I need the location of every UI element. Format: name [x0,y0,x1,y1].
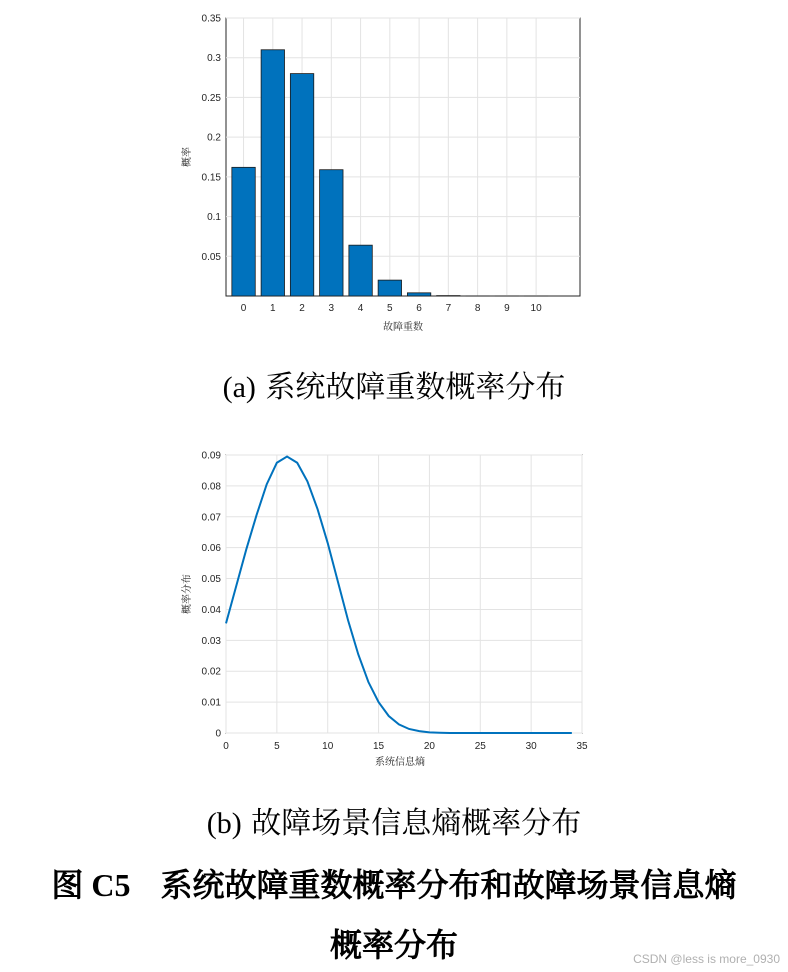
figure-title-line1 [0,860,788,906]
caption-b-text: 故障场景信息熵概率分布 [251,806,582,841]
y-tick-label: 0.25 [201,92,221,104]
y-tick-label: 0.02 [201,666,221,678]
x-tick-label: 10 [530,303,542,314]
bar [349,245,372,296]
watermark: CSDN @less is more_0930 [633,952,780,966]
x-tick-labels-b [223,741,588,752]
x-tick-label: 5 [274,741,280,752]
x-tick-label: 9 [504,303,510,314]
x-tick-label: 6 [416,303,422,314]
line-chart-entropy-distribution [180,451,588,769]
y-tick-label: 0 [215,728,221,740]
y-tick-label: 0.07 [201,512,221,524]
plot-area-b [226,455,582,733]
x-axis-label-a: 故障重数 [383,322,423,333]
caption-b [0,798,788,842]
bar [290,74,313,296]
x-tick-label: 4 [357,303,364,314]
bar [378,280,401,296]
figure-title-text: 系统故障重数概率分布和故障场景信息熵 [160,866,737,904]
y-axis-label-a: 概率 [182,147,193,167]
y-tick-label: 0.09 [201,450,221,462]
figure-title-line2: 概率分布 [329,926,458,964]
bar [232,167,255,296]
x-tick-label: 8 [474,303,481,314]
caption-a-letter: (a) [222,371,256,404]
x-tick-labels-a [241,303,542,314]
x-tick-label: 30 [525,741,537,752]
bar [320,170,343,296]
bar [261,50,284,296]
y-tick-label: 0.05 [201,251,221,263]
y-tick-label: 0.1 [207,212,221,224]
y-axis-label-b: 概率分布 [182,574,193,614]
x-tick-label: 2 [299,303,305,314]
y-tick-label: 0.04 [201,604,221,616]
y-tick-label: 0.2 [207,132,221,144]
x-tick-label: 1 [270,303,276,314]
y-tick-label: 0.15 [201,172,221,184]
y-tick-label: 0.35 [201,13,221,25]
y-tick-label: 0.08 [201,481,221,493]
x-tick-label: 10 [322,741,334,752]
y-tick-label: 0.03 [201,635,221,647]
x-tick-label: 0 [223,741,229,752]
y-tick-label: 0.06 [201,543,221,555]
x-axis-label-b: 系统信息熵 [375,757,425,768]
caption-b-letter: (b) [206,807,242,840]
x-tick-label: 7 [445,303,452,314]
y-tick-label: 0.3 [207,53,221,65]
y-tick-label: 0.01 [201,697,221,709]
x-tick-label: 25 [474,741,486,752]
caption-a-text: 系统故障重数概率分布 [265,370,566,405]
x-tick-label: 0 [240,303,247,314]
y-tick-label: 0.05 [201,574,221,586]
bar [407,293,430,296]
x-tick-label: 5 [387,303,393,314]
x-tick-label: 20 [423,741,435,752]
x-tick-label: 3 [328,303,335,314]
x-tick-label: 15 [373,741,385,752]
figure-number: 图 C5 [51,867,131,903]
x-tick-label: 35 [576,741,588,752]
bar-chart-fault-multiplicity [180,14,580,334]
y-tick-labels-b [202,451,222,740]
caption-a [0,362,788,406]
y-tick-labels-a [202,14,222,263]
